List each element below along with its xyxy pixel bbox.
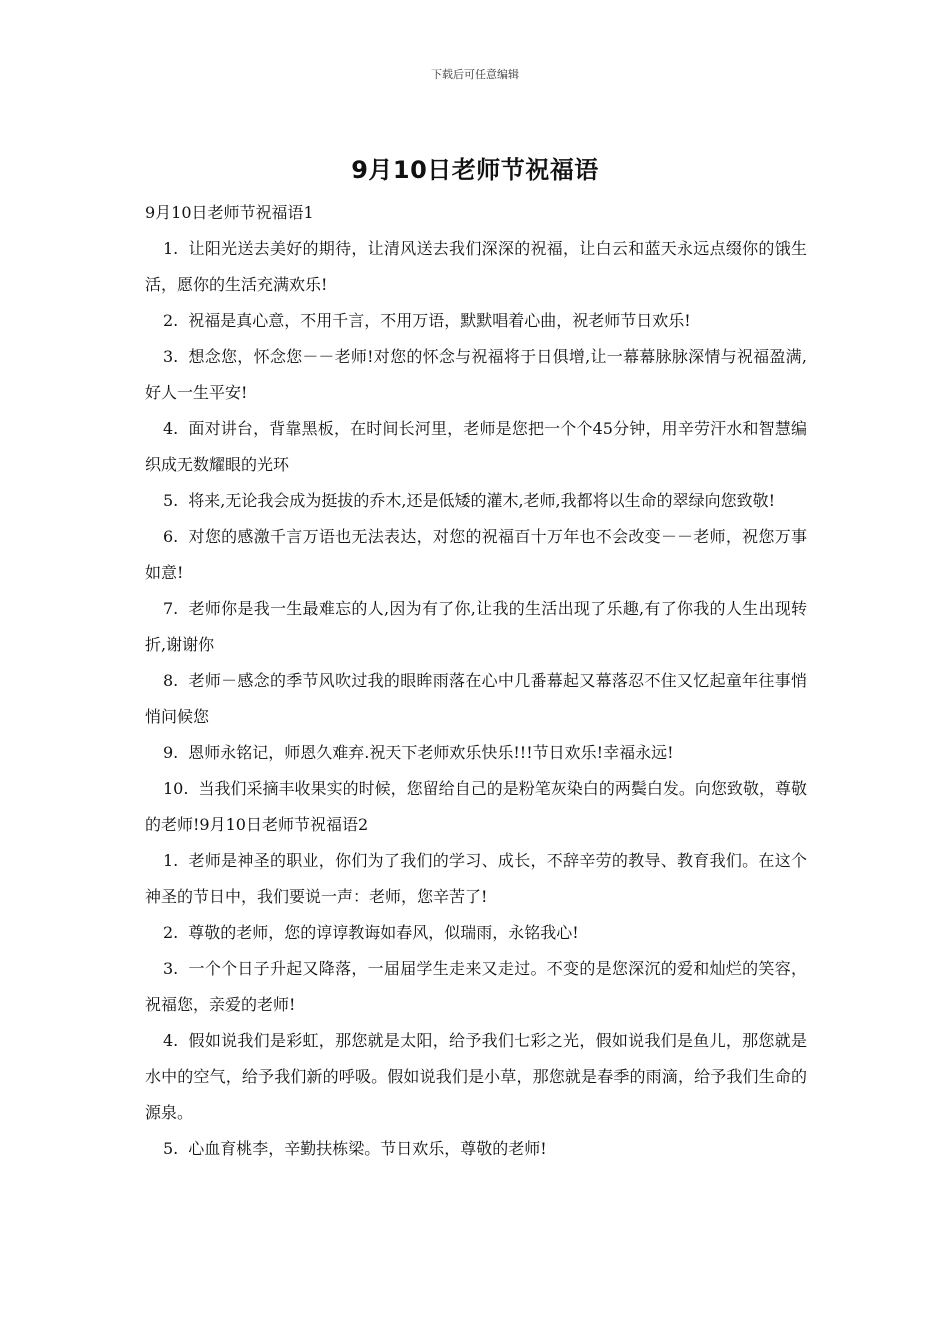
list-item bbox=[145, 1023, 807, 1131]
list-item bbox=[145, 231, 807, 303]
list-item bbox=[145, 663, 807, 735]
list-item bbox=[145, 591, 807, 663]
item-text: 当我们采摘丰收果实的时候，您留给自己的是粉笔灰染白的两鬓白发。向您致敬，尊敬的老师!9月10日老师节祝福语2 bbox=[145, 779, 807, 834]
item-text: 一个个日子升起又降落，一届届学生走来又走过。不变的是您深沉的爱和灿烂的笑容，祝福您，亲爱的老师! bbox=[145, 959, 807, 1014]
item-text: 心血育桃李，辛勤扶栋梁。节日欢乐，尊敬的老师! bbox=[188, 1139, 547, 1158]
list-item bbox=[145, 303, 807, 339]
item-text: 恩师永铭记，师恩久难弃.祝天下老师欢乐快乐!!!节日欢乐!幸福永远! bbox=[188, 743, 674, 762]
list-item bbox=[145, 771, 807, 843]
document-title: 9月10日老师节祝福语 bbox=[351, 156, 599, 184]
item-text: 想念您，怀念您－－老师!对您的怀念与祝福将于日俱增,让一幕幕脉脉深情与祝福盈满,好人一生平安! bbox=[145, 347, 807, 402]
item-text: 老师你是我一生最难忘的人,因为有了你,让我的生活出现了乐趣,有了你我的人生出现转折,谢谢你 bbox=[145, 599, 807, 654]
item-number: 4. bbox=[163, 1031, 179, 1050]
list-item bbox=[145, 915, 807, 951]
item-number: 2. bbox=[163, 923, 179, 942]
list-item bbox=[145, 519, 807, 591]
item-text: 对您的感激千言万语也无法表达，对您的祝福百十万年也不会改变－－老师，祝您万事如意! bbox=[145, 527, 807, 582]
item-number: 10. bbox=[163, 779, 189, 798]
item-number: 6. bbox=[163, 527, 179, 546]
item-text: 让阳光送去美好的期待，让清风送去我们深深的祝福，让白云和蓝天永远点缀你的饿生活，愿你的生活充满欢乐! bbox=[145, 239, 807, 294]
item-number: 9. bbox=[163, 743, 179, 762]
document-body bbox=[145, 195, 807, 1167]
list-item bbox=[145, 951, 807, 1023]
list-item bbox=[145, 411, 807, 483]
item-number: 8. bbox=[163, 671, 179, 690]
item-text: 祝福是真心意，不用千言，不用万语，默默唱着心曲，祝老师节日欢乐! bbox=[188, 311, 691, 330]
list-item bbox=[145, 843, 807, 915]
item-text: 面对讲台，背靠黑板，在时间长河里，老师是您把一个个45分钟，用辛劳汗水和智慧编织成无数耀眼的光环 bbox=[145, 419, 807, 474]
item-number: 4. bbox=[163, 419, 179, 438]
item-number: 5. bbox=[163, 491, 179, 510]
item-text: 尊敬的老师，您的谆谆教诲如春风，似瑞雨，永铭我心! bbox=[188, 923, 579, 942]
item-number: 3. bbox=[163, 347, 179, 366]
item-text: 假如说我们是彩虹，那您就是太阳，给予我们七彩之光，假如说我们是鱼儿，那您就是水中的空气，给予我们新的呼吸。假如说我们是小草，那您就是春季的雨滴，给予我们生命的源泉。 bbox=[145, 1031, 807, 1122]
list-item bbox=[145, 339, 807, 411]
item-text: 将来,无论我会成为挺拔的乔木,还是低矮的灌木,老师,我都将以生命的翠绿向您致敬! bbox=[188, 491, 776, 510]
item-number: 2. bbox=[163, 311, 179, 330]
item-number: 3. bbox=[163, 959, 179, 978]
item-number: 5. bbox=[163, 1139, 179, 1158]
item-text: 老师－感念的季节风吹过我的眼眸雨落在心中几番幕起又幕落忍不住又忆起童年往事悄悄问候您 bbox=[145, 671, 807, 726]
list-item bbox=[145, 483, 807, 519]
list-item bbox=[145, 735, 807, 771]
header-note: 下载后可任意编辑 bbox=[431, 68, 519, 81]
item-text: 老师是神圣的职业，你们为了我们的学习、成长，不辞辛劳的教导、教育我们。在这个神圣的节日中，我们要说一声：老师，您辛苦了! bbox=[145, 851, 807, 906]
item-number: 1. bbox=[163, 851, 179, 870]
item-number: 7. bbox=[163, 599, 179, 618]
item-number: 1. bbox=[163, 239, 179, 258]
section-heading: 9月10日老师节祝福语1 bbox=[145, 203, 314, 222]
list-item bbox=[145, 1131, 807, 1167]
